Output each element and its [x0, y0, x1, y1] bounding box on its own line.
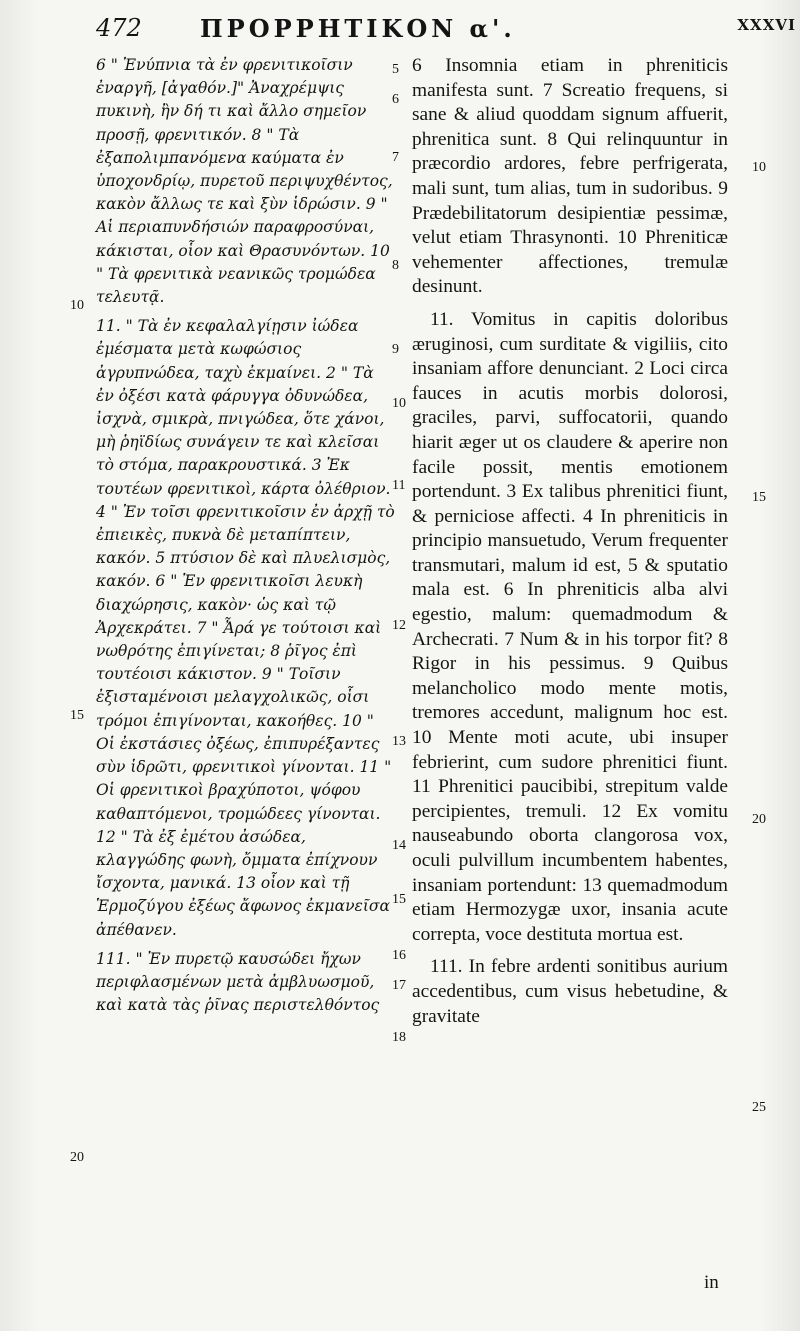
margin-line-number: 16 — [392, 948, 406, 963]
margin-line-number: 20 — [752, 812, 766, 827]
latin-paragraph: 11. Vomitus in capitis doloribus æruginosi, cum surditate & vigiliis, cito insaniam affore denunciant. 2 Loci circa fauces in acutis morbis dolorosi, graciles, parvi, suffocatorii, quando hiarit æger ut os claudere & aperire non facile possit, mentis emotionem portendunt. 3 Ex talibus phrenitici fiunt, & perniciose affecti. 4 In phreniticis in principio mansuetudo, Verum frequenter transmutari, malum id est, 5 & sputatio mala est. 6 In phreniticis alba alvi egestio, malum: quemadmodum & Archecrati. 7 Num & in his torpor fit? 8 Rigor in his pessimus. 9 Quibus melancholico modo mente motis, tremores accedunt, malignum hoc est. 10 Mente moti acute, ubi insuper febrierint, cum sudore phrenitici fiunt. 11 Phrenitici paucibibi, strepitum valde percipientes, tremuli. 12 Ex vomitu nauseabundo oborta clangorosa vox, oculi pulvillum incumbentem habentes, insaniam portendunt: 13 quemadmodum etiam Hermozygæ uxor, insania acute correpta, voce destituta mortua est. — [412, 308, 728, 945]
margin-line-number: 12 — [392, 618, 406, 633]
margin-line-number: 5 — [392, 62, 399, 77]
margin-line-number: 10 — [70, 298, 84, 313]
greek-text-column — [96, 54, 396, 1294]
margin-line-number: 20 — [70, 1150, 84, 1165]
margin-line-number: 7 — [392, 150, 399, 165]
section-number: XXXVI — [737, 16, 796, 34]
margin-line-number: 17 — [392, 978, 406, 993]
latin-paragraph: 6 Insomnia etiam in phreniticis manifesta sunt. 7 Screatio frequens, si sane & aliud quoddam signum affuerit, phrenitica sunt. 8 Qui relinquuntur in præcordio ardores, febre perfrigerata, mali sunt, tum alias, tum in sudoribus. 9 Prædebilitatorum desipientiæ pessimæ, velut etiam Thrasynonti. 10 Phreniticæ vehementer affectiones, tremulæ desinunt. — [412, 55, 728, 298]
latin-text-column — [412, 54, 728, 1294]
margin-line-number: 11 — [392, 478, 406, 493]
greek-paragraph: 11. " Τὰ ἐν κεφαλαλγίῃσιν ἰώδεα ἐμέσματα μετὰ κωφώσιος ἀγρυπνώδεα, ταχὺ ἐκμαίνει. 2 " Τὰ ἐν ὀξέσι κατὰ φάρυγγα ὀδυνώδεα, ἰσχνὰ, σμικρὰ, πνιγώδεα, ὅτε χάνοι, μὴ ῥηϊδίως συνάγειν τε καὶ κλεῖσαι τὸ στόμα, παρακρουστικά. 3 Ἐκ τουτέων φρενιτικοὶ, κάρτα ὀλέθριον. 4 " Ἐν τοῖσι φρενιτικοῖσιν ἐν ἀρχῇ τὸ ἐπιεικὲς, πυκνὰ δὲ μεταπίπτειν, κακόν. 5 πτύσιον δὲ καὶ πλυελισμὸς, κακόν. 6 " Ἐν φρενιτικοῖσι λευκὴ διαχώρησις, κακὸν· ὡς καὶ τῷ Ἀρχεκράτει. 7 " Ἆρά γε τούτοισι καὶ νωθρότης ἐπιγίνεται; 8 ῥῖγος ἐπὶ τουτέοισι κάκιστον. 9 " Τοῖσιν ἐξισταμένοισι μελαγχολικῶς, οἷσι τρόμοι ἐπιγίνονται, κακοήθες. 10 " Οἱ ἐκστάσιες ὀξέως, ἐπιπυρέξαντες σὺν ἱδρῶτι, φρενιτικοὶ γίνονται. 11 " Οἱ φρενιτικοὶ βραχύποτοι, ψόφου καθαπτόμενοι, τρομώδεες γίνονται. 12 " Τὰ ἐξ ἐμέτου ἀσώδεα, κλαγγώδης φωνὴ, ὄμματα ἐπίχνουν ἴσχοντα, μανικά. 13 οἷον καὶ τῇ Ἑρμοζύγου ἐξέως ἄφωνος ἐκμανεῖσα ἀπέθανεν. — [96, 317, 395, 939]
margin-line-number: 10 — [752, 160, 766, 175]
page-title: ΠΡΟΡΡΗΤΙΚΟΝ α'. — [200, 14, 516, 43]
latin-paragraph: 111. In febre ardenti sonitibus aurium accedentibus, cum visus hebetudine, & gravitate — [412, 956, 728, 1027]
margin-line-number: 15 — [70, 708, 84, 723]
running-head — [96, 14, 796, 48]
margin-line-number: 14 — [392, 838, 406, 853]
margin-line-number: 8 — [392, 258, 399, 273]
greek-paragraph: 6 " Ἐνύπνια τὰ ἐν φρενιτικοῖσιν ἐναργῆ, [ἀγαθόν.]" Ἀναχρέμψις πυκινὴ, ἢν δή τι καὶ ἄλλο σημεῖον προσῇ, φρενιτικόν. 8 " Τὰ ἐξαπολιμπανόμενα καύματα ἐν ὑποχονδρίῳ, πυρετοῦ περιψυχθέντος, κακὸν ἄλλως τε καὶ ξὺν ἱδρώσιν. 9 " Αἱ περιαπυνδήσιών παραφροσύναι, κάκισται, οἷον καὶ Θρασυνόντων. 10 " Τὰ φρενιτικὰ νεανικῶς τρομώδεα τελευτᾷ. — [96, 56, 393, 307]
margin-line-number: 9 — [392, 342, 399, 357]
margin-line-number: 15 — [392, 892, 406, 907]
margin-line-number: 13 — [392, 734, 406, 749]
margin-line-number: 25 — [752, 1100, 766, 1115]
margin-line-number: 18 — [392, 1030, 406, 1045]
margin-line-number: 15 — [752, 490, 766, 505]
margin-line-number: 6 — [392, 92, 399, 107]
page-number: 472 — [96, 14, 142, 42]
catchword: in — [704, 1272, 719, 1293]
greek-paragraph: 111. " Ἐν πυρετῷ καυσώδει ἤχων περιφλασμένων μετὰ ἀμβλυωσμοῦ, καὶ κατὰ τὰς ῥῖνας περιστελθόντος — [96, 949, 380, 1015]
margin-line-number: 10 — [392, 396, 406, 411]
